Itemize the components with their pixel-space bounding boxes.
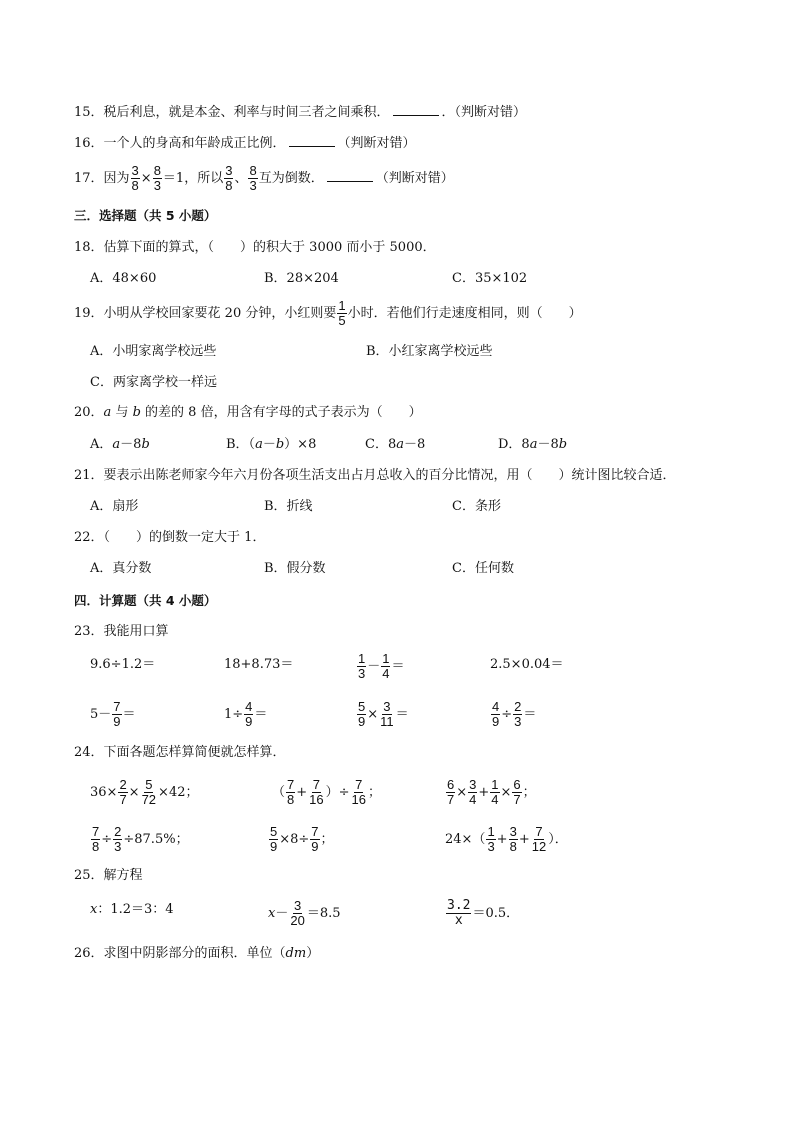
section-heading-calc: 四．计算题（共 4 小题） (74, 593, 217, 608)
q15-tail: ．（判断对错） (441, 105, 527, 120)
fraction: $\frac{8}{3}$ (249, 163, 257, 193)
fraction: $\frac{3}{8}$ (131, 163, 139, 193)
question-24: 24．下面各题怎样算简便就怎样算． (74, 745, 286, 760)
option-b: B．折线 (264, 499, 313, 514)
expression: 5－ $\frac{7}{9}$ ＝ (90, 699, 136, 729)
option-c: C．条形 (452, 499, 501, 514)
option-c: C．35×102 (452, 271, 528, 286)
fraction: $\frac{3}{8}$ (225, 163, 233, 193)
expression: $\frac{5}{9}$ ×8÷ $\frac{7}{9}$ ； (270, 824, 334, 854)
times-sign: × (140, 171, 152, 186)
option-b: B．（a－b）×8 (226, 437, 317, 452)
answer-blank (393, 104, 439, 116)
option-b: B．28×204 (264, 271, 339, 286)
expression: $\frac{5}{9}$ × $\frac{3}{11}$ ＝ (358, 699, 409, 729)
expression: $\frac{6}{7}$ × $\frac{3}{4}$ + $\frac{1}{4}$ × $\frac{6}{7}$ ； (447, 777, 536, 807)
expression: $\frac{1}{3}$ － $\frac{1}{4}$ ＝ (358, 651, 405, 681)
fraction: $\frac{1}{5}$ (338, 298, 346, 328)
q16-tail: （判断对错） (337, 136, 416, 151)
option-c: C．任何数 (452, 561, 514, 576)
expression: 36× $\frac{2}{7}$ × $\frac{5}{72}$ ×42； (90, 777, 199, 807)
option-c: C．8a－8 (365, 437, 426, 452)
q17-post: 互为倒数． (258, 171, 324, 186)
question-18: 18．估算下面的算式，（ ）的积大于 3000 而小于 5000． (74, 240, 436, 255)
equation: x－ $\frac{3}{20}$ ＝8.5 (268, 898, 341, 928)
expression: 18+8.73＝ (224, 657, 294, 672)
q19-pre: 19．小明从学校回家要花 20 分钟，小红则要 (74, 306, 337, 321)
option-d: D．8a－8b (498, 437, 568, 452)
q19-post: 小时．若他们行走速度相同，则（ ） (347, 306, 582, 321)
question-25: 25．解方程 (74, 868, 143, 883)
option-c: C．两家离学校一样远 (90, 375, 217, 390)
question-23: 23．我能用口算 (74, 624, 169, 639)
q17-pre: 17．因为 (74, 171, 130, 186)
answer-blank (289, 135, 335, 147)
answer-blank (327, 170, 373, 182)
question-15 (74, 104, 526, 121)
question-19 (74, 297, 582, 331)
expression: 9.6÷1.2＝ (90, 657, 156, 672)
equation: x：1.2＝3：4 (90, 902, 174, 917)
question-26: 26．求图中阴影部分的面积．单位（dm） (74, 946, 320, 961)
q17-mid: ＝1，所以 (162, 171, 224, 186)
option-a: A．真分数 (90, 561, 152, 576)
q15-text: 15．税后利息，就是本金、利率与时间三者之间乘积． (74, 105, 390, 120)
option-b: B．假分数 (264, 561, 326, 576)
option-a: A．a－8b (90, 437, 150, 452)
q17-sep: 、 (234, 171, 248, 186)
question-20: 20．a 与 b 的差的 8 倍，用含有字母的式子表示为（ ） (74, 405, 422, 420)
equation: $\frac{3.2}{x}$ ＝0.5． (447, 898, 520, 928)
option-a: A．48×60 (90, 271, 157, 286)
expression: 1÷ $\frac{4}{9}$ ＝ (224, 699, 268, 729)
question-17 (74, 162, 454, 196)
question-16 (74, 135, 416, 152)
option-b: B．小红家离学校远些 (366, 344, 493, 359)
expression: 2.5×0.04＝ (490, 657, 564, 672)
expression: $\frac{7}{8}$ ÷ $\frac{2}{3}$ ÷87.5%； (92, 824, 189, 854)
expression: 24×（ $\frac{1}{3}$ + $\frac{3}{8}$ + $\frac{7}{12}$ ）． (445, 824, 568, 854)
question-22: 22．（ ）的倒数一定大于 1． (74, 530, 266, 545)
q17-tail: （判断对错） (375, 171, 454, 186)
option-a: A．扇形 (90, 499, 139, 514)
question-21: 21．要表示出陈老师家今年六月份各项生活支出占月总收入的百分比情况，用（ ）统计图比较合适． (74, 468, 676, 483)
expression: $\frac{4}{9}$ ÷ $\frac{2}{3}$ ＝ (492, 699, 537, 729)
expression: （ $\frac{7}{8}$ + $\frac{7}{16}$ ）÷ $\frac{7}{16}$ ； (272, 777, 382, 807)
fraction: $\frac{8}{3}$ (153, 163, 161, 193)
section-heading-choice: 三．选择题（共 5 小题） (74, 208, 217, 223)
option-a: A．小明家离学校远些 (90, 344, 217, 359)
q16-text: 16．一个人的身高和年龄成正比例． (74, 136, 286, 151)
